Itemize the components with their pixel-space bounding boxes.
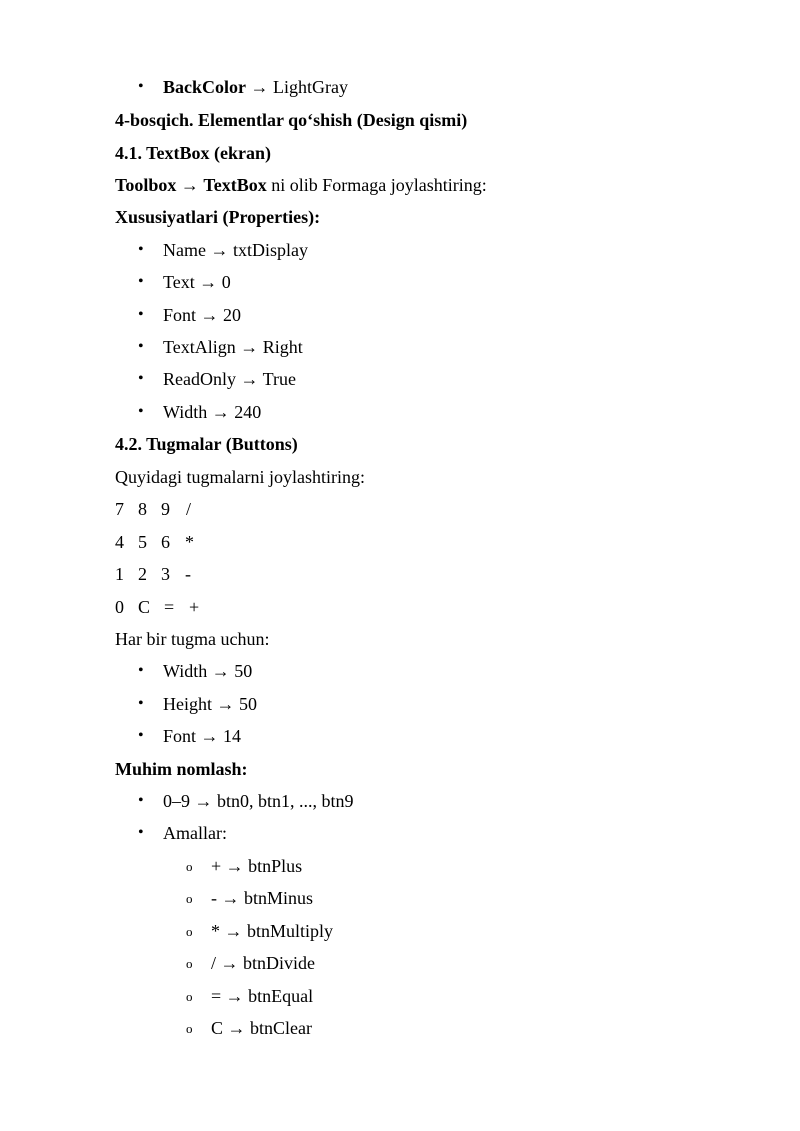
arrow: →	[180, 175, 199, 195]
backcolor-key: BackColor	[163, 77, 246, 97]
bullet-icon: •	[138, 370, 144, 387]
properties-heading: Xususiyatlari (Properties):	[115, 207, 321, 227]
backcolor-bullet	[0, 76, 800, 98]
list-item: • Font → 14	[138, 726, 242, 746]
toolbox-instruction	[115, 174, 487, 196]
backcolor-value: LightGray	[273, 77, 348, 97]
step4-heading: 4-bosqich. Elementlar qo‘shish (Design qismi)	[115, 110, 468, 130]
list-item: • 0–9 → btn0, btn1, ..., btn9	[138, 791, 354, 811]
bullet-icon: •	[138, 273, 144, 290]
circle-bullet-icon: o	[186, 859, 193, 874]
each-button-label: Har bir tugma uchun:	[115, 629, 270, 649]
list-item: • Font → 20	[138, 305, 242, 325]
textbox-term: TextBox	[203, 175, 267, 195]
bullet-icon: •	[138, 792, 144, 809]
toolbox-term: Toolbox	[115, 175, 177, 195]
bullet-icon: •	[138, 78, 144, 95]
sub-list-item: o C → btnClear	[186, 1018, 312, 1038]
document-page: • BackColor → LightGray 4-bosqich. Elementlar qo‘shish (Design qismi) 4.1. TextBox (ekran) Toolbox → TextBox ni olib Formaga joylashtiring: Xususiyatlari (Properties): • Name → txtDisplay • Text → 0 • Font → 20 • TextAlign → Right • ReadOnly → True • Width → 240 4.2. Tugmalar (Buttons) Quyidagi tugmalarni joylashtiring: 7 8 9 / 4 5 6 * 1 2 3 - 0 C = + Har bir tugma uchun: • Width → 50 • Height → 50 • Font → 14 Muhim nomlash: • 0–9 → btn0, btn1, ..., btn9 • Amallar: o + → btnPlus o - → btnMinus o * → btnMultiply o / → btnDivide o = → btnEqual o C → btnClear	[0, 0, 800, 1131]
bullet-icon: •	[138, 695, 144, 712]
list-item: • TextAlign → Right	[138, 337, 303, 357]
bullet-icon: •	[138, 727, 144, 744]
circle-bullet-icon: o	[186, 1021, 193, 1036]
list-item: • Name → txtDisplay	[138, 240, 308, 260]
bullet-icon: •	[138, 403, 144, 420]
list-item: • Amallar:	[138, 823, 227, 843]
bullet-icon: •	[138, 662, 144, 679]
buttons-heading: 4.2. Tugmalar (Buttons)	[115, 434, 298, 454]
sub-list-item: o / → btnDivide	[186, 953, 315, 973]
sub-list-item: o = → btnEqual	[186, 986, 314, 1006]
bullet-icon: •	[138, 824, 144, 841]
circle-bullet-icon: o	[186, 989, 193, 1004]
sub-list-item: o * → btnMultiply	[186, 921, 334, 941]
circle-bullet-icon: o	[186, 924, 193, 939]
textbox-heading: 4.1. TextBox (ekran)	[115, 143, 272, 163]
buttons-intro: Quyidagi tugmalarni joylashtiring:	[115, 467, 365, 487]
naming-heading: Muhim nomlash:	[115, 759, 248, 779]
sub-list-item: o - → btnMinus	[186, 888, 314, 908]
list-item: • Width → 240	[138, 402, 262, 422]
bullet-icon: •	[138, 338, 144, 355]
arrow: →	[250, 77, 269, 97]
toolbox-rest: ni olib Formaga joylashtiring:	[266, 175, 487, 195]
bullet-icon: •	[138, 241, 144, 258]
circle-bullet-icon: o	[186, 891, 193, 906]
list-item: • ReadOnly → True	[138, 369, 297, 389]
list-item: • Height → 50	[138, 694, 257, 714]
sub-list-item: o + → btnPlus	[186, 856, 303, 876]
circle-bullet-icon: o	[186, 956, 193, 971]
list-item: • Width → 50	[138, 661, 253, 681]
list-item: • Text → 0	[138, 272, 231, 292]
bullet-icon: •	[138, 306, 144, 323]
